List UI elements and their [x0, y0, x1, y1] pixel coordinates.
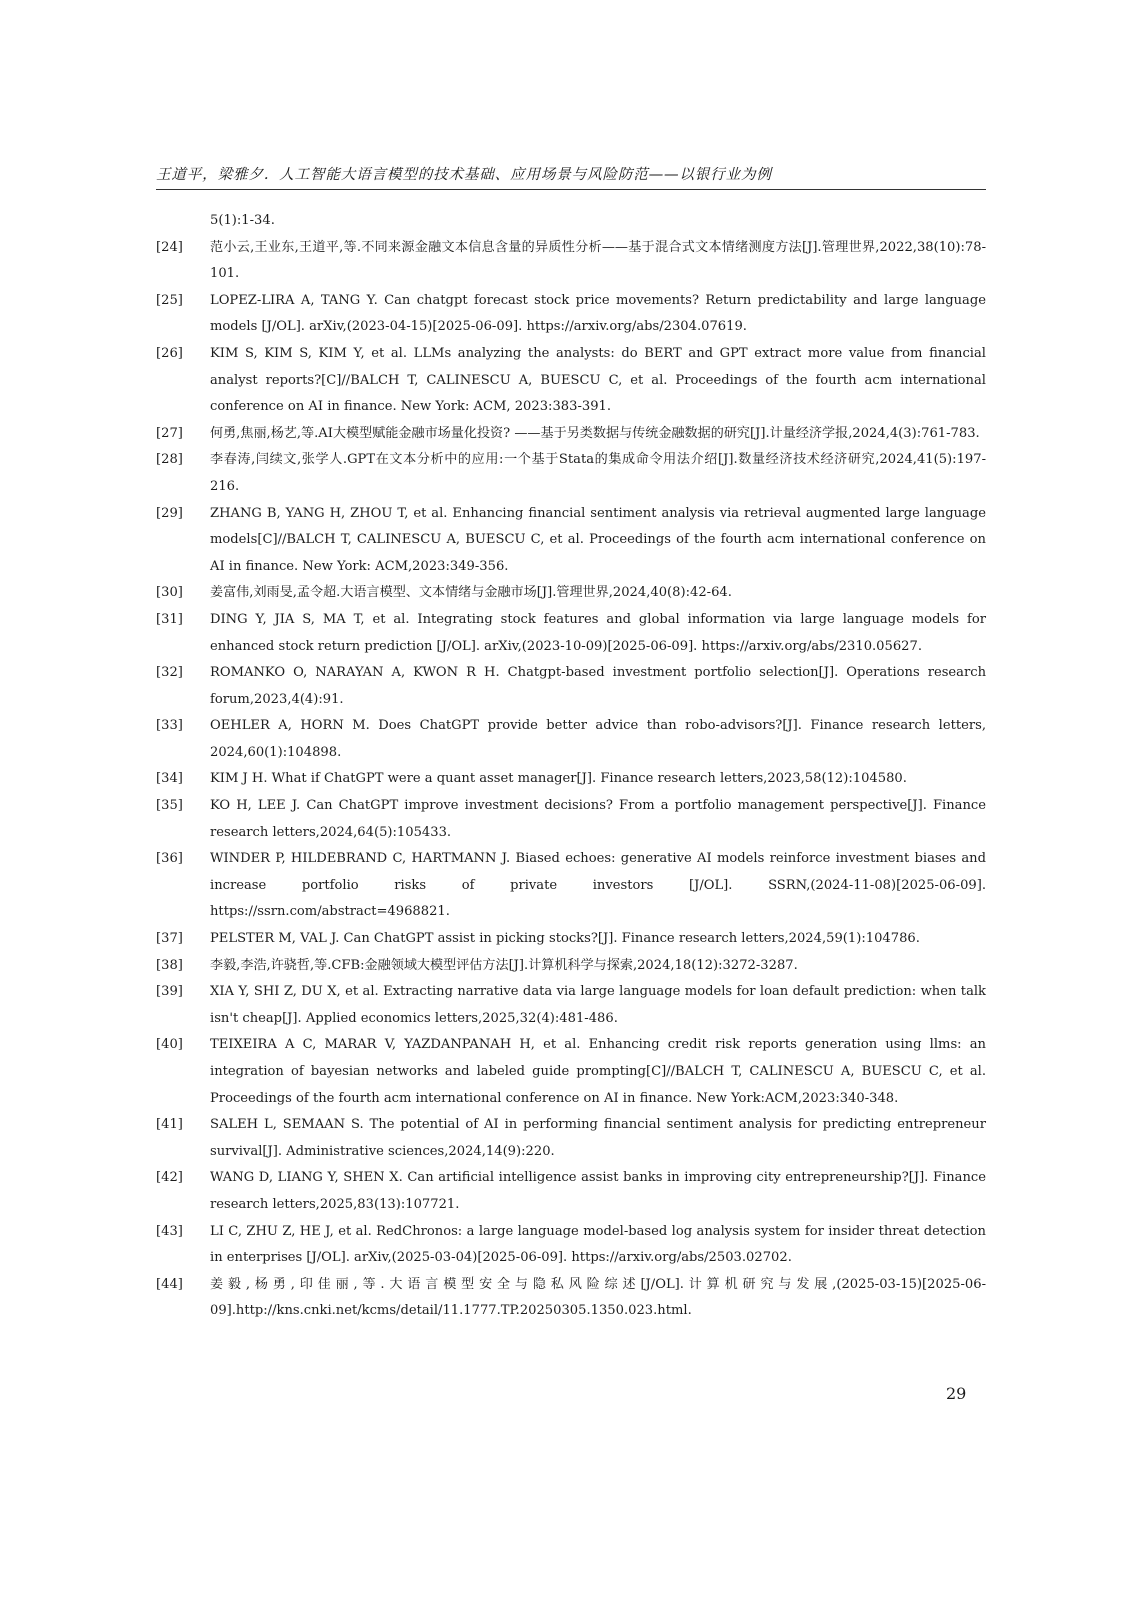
reference-number: [40]	[156, 1037, 183, 1053]
reference-number: [42]	[156, 1170, 183, 1186]
reference-number: [34]	[156, 771, 183, 787]
reference-41	[156, 1112, 986, 1165]
reference-text: XIA Y, SHI Z, DU X, et al. Extracting narrative data via large language models for loan default prediction: when talk isn't cheap[J]. Applied economics letters,2025,32(4):481-486.	[210, 984, 986, 1026]
reference-number: [32]	[156, 665, 183, 681]
reference-text: KIM S, KIM S, KIM Y, et al. LLMs analyzing the analysts: do BERT and GPT extract more value from financial analyst reports?[C]//BALCH T, CALINESCU A, BUESCU C, et al. Proceedings of the fourth acm international conference on AI in finance. New York: ACM, 2023:383-391.	[210, 345, 986, 415]
reference-text: DING Y, JIA S, MA T, et al. Integrating stock features and global information via large language models for enhanced stock return prediction [J/OL]. arXiv,(2023-10-09)[2025-06-09]. https://arxiv.org/abs/2310.05627.	[210, 611, 986, 654]
reference-number: [36]	[156, 851, 183, 867]
reference-text: 李毅,李浩,许骁哲,等.CFB:金融领域大模型评估方法[J].计算机科学与探索,2024,18(12):3272-3287.	[210, 957, 798, 973]
reference-text: OEHLER A, HORN M. Does ChatGPT provide better advice than robo-advisors?[J]. Finance research letters, 2024,60(1):104898.	[210, 718, 986, 760]
reference-37	[156, 926, 986, 953]
reference-36	[156, 846, 986, 926]
reference-number: [28]	[156, 452, 183, 468]
reference-31	[156, 607, 986, 660]
reference-continuation: 5(1):1-34.	[210, 213, 275, 228]
reference-number: [44]	[156, 1276, 183, 1292]
reference-29	[156, 501, 986, 581]
reference-number: [26]	[156, 345, 183, 361]
reference-text: LI C, ZHU Z, HE J, et al. RedChronos: a large language model-based log analysis system for insider threat detection in enterprises [J/OL]. arXiv,(2025-03-04)[2025-06-09]. https://arxiv.org/abs/2503.02702.	[210, 1223, 986, 1266]
reference-44	[156, 1272, 986, 1325]
reference-number: [41]	[156, 1117, 183, 1133]
reference-text: TEIXEIRA A C, MARAR V, YAZDANPANAH H, et al. Enhancing credit risk reports generation using llms: an integration of bayesian networks and labeled guide prompting[C]//BALCH T, CALINESCU A, BUESCU C, et al. Proceedings of the fourth acm international conference on AI in finance. New York:ACM,2023:340-348.	[210, 1037, 986, 1106]
reference-32	[156, 660, 986, 713]
reference-text: 姜富伟,刘雨旻,孟令超.大语言模型、文本情绪与金融市场[J].管理世界,2024,40(8):42-64.	[210, 585, 732, 601]
reference-number: [30]	[156, 585, 183, 601]
reference-35	[156, 793, 986, 846]
reference-text: 何勇,焦丽,杨艺,等.AI大模型赋能金融市场量化投资? ——基于另类数据与传统金融数据的研究[J].计量经济学报,2024,4(3):761-783.	[210, 425, 980, 441]
reference-24	[156, 235, 986, 288]
reference-33	[156, 713, 986, 766]
reference-text: 姜毅,杨勇,印佳丽,等.大语言模型安全与隐私风险综述[J/OL].计算机研究与发展,(2025-03-15)[2025-06-09].http://kns.cnki.net/kcms/detail/11.1777.TP.20250305.1350.023.html.	[210, 1276, 986, 1319]
header-rule	[156, 189, 986, 190]
reference-42	[156, 1165, 986, 1218]
page-number: 29	[946, 1384, 967, 1403]
reference-26	[156, 341, 986, 421]
running-header: 王道平，梁雅夕．人工智能大语言模型的技术基础、应用场景与风险防范——以银行业为例	[156, 166, 772, 183]
reference-number: [25]	[156, 292, 183, 308]
reference-number: [39]	[156, 984, 183, 1000]
reference-text: PELSTER M, VAL J. Can ChatGPT assist in picking stocks?[J]. Finance research letters,2024,59(1):104786.	[210, 931, 920, 947]
reference-number: [37]	[156, 931, 183, 947]
reference-text: KO H, LEE J. Can ChatGPT improve investment decisions? From a portfolio management perspective[J]. Finance research letters,2024,64(5):105433.	[210, 798, 986, 840]
reference-text: WINDER P, HILDEBRAND C, HARTMANN J. Biased echoes: generative AI models reinforce investment biases and increase portfolio risks of private investors [J/OL]. SSRN,(2024-11-08)[2025-06-09]. https://ssrn.com/abstract=4968821.	[210, 851, 986, 920]
reference-text: KIM J H. What if ChatGPT were a quant asset manager[J]. Finance research letters,2023,58(12):104580.	[210, 771, 907, 787]
reference-text: 范小云,王业东,王道平,等.不同来源金融文本信息含量的异质性分析——基于混合式文本情绪测度方法[J].管理世界,2022,38(10):78-101.	[210, 239, 986, 282]
reference-38	[156, 953, 986, 980]
reference-number: [31]	[156, 611, 183, 627]
reference-text: WANG D, LIANG Y, SHEN X. Can artificial intelligence assist banks in improving city entrepreneurship?[J]. Finance research letters,2025,83(13):107721.	[210, 1170, 986, 1212]
reference-number: [38]	[156, 957, 183, 973]
reference-number: [35]	[156, 798, 183, 814]
reference-28	[156, 447, 986, 500]
reference-39	[156, 979, 986, 1032]
reference-40	[156, 1032, 986, 1112]
reference-text: ZHANG B, YANG H, ZHOU T, et al. Enhancing financial sentiment analysis via retrieval augmented large language models[C]//BALCH T, CALINESCU A, BUESCU C, et al. Proceedings of the fourth acm international conference on AI in finance. New York: ACM,2023:349-356.	[210, 505, 986, 574]
reference-30	[156, 580, 986, 607]
reference-25	[156, 288, 986, 341]
reference-43	[156, 1219, 986, 1272]
reference-text: 李春涛,闫续文,张学人.GPT在文本分析中的应用:一个基于Stata的集成命令用法介绍[J].数量经济技术经济研究,2024,41(5):197-216.	[210, 452, 986, 494]
reference-number: [29]	[156, 505, 183, 521]
reference-number: [27]	[156, 425, 183, 441]
reference-text: SALEH L, SEMAAN S. The potential of AI in performing financial sentiment analysis for predicting entrepreneur survival[J]. Administrative sciences,2024,14(9):220.	[210, 1117, 986, 1159]
reference-number: [43]	[156, 1223, 183, 1239]
reference-number: [24]	[156, 239, 183, 255]
reference-number: [33]	[156, 718, 183, 734]
reference-34	[156, 766, 986, 793]
reference-27	[156, 421, 986, 448]
reference-text: LOPEZ-LIRA A, TANG Y. Can chatgpt forecast stock price movements? Return predictability and large language models [J/OL]. arXiv,(2023-04-15)[2025-06-09]. https://arxiv.org/abs/2304.07619.	[210, 292, 986, 335]
reference-text: ROMANKO O, NARAYAN A, KWON R H. Chatgpt-based investment portfolio selection[J]. Operations research forum,2023,4(4):91.	[210, 665, 986, 707]
reference-list	[156, 208, 986, 1325]
